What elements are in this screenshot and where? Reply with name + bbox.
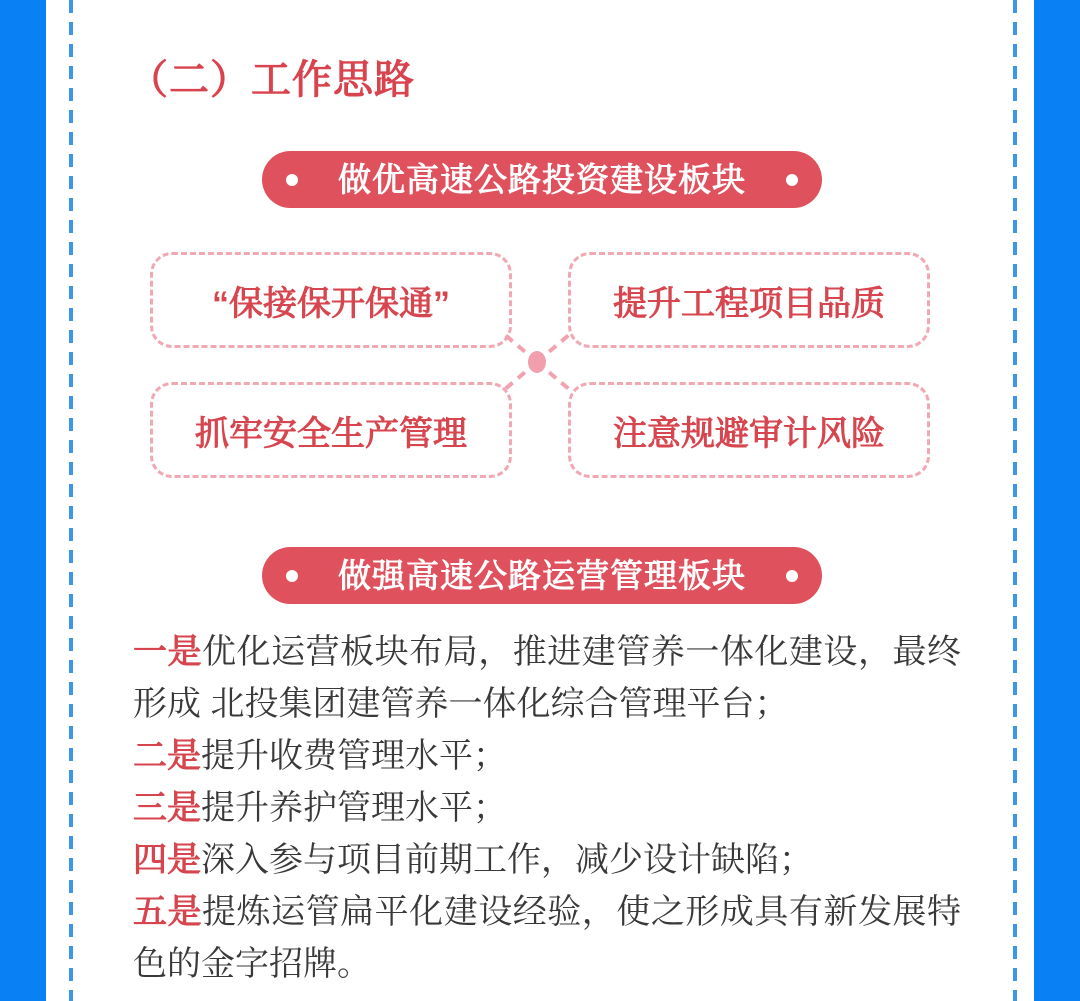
banner-investment-section xyxy=(262,151,822,208)
connector-dot-icon xyxy=(528,351,546,373)
mindmap-box xyxy=(568,252,930,348)
frame-band-left xyxy=(0,0,46,1001)
point-text: 优化运营板块布局，推进建管养一体化建设，最终形成 北投集团建管养一体化综合管理平台； xyxy=(133,633,962,723)
mindmap-box-label: “保接保开保通” xyxy=(212,284,450,323)
banner-label: 做优高速公路投资建设板块 xyxy=(338,161,746,198)
mindmap-box-label: 注意规避审计风险 xyxy=(613,414,885,453)
work-point xyxy=(133,834,961,886)
work-point xyxy=(133,626,961,730)
point-text: 提升收费管理水平； xyxy=(201,737,507,775)
banner-operation-section xyxy=(262,547,822,604)
work-points-list xyxy=(133,626,961,990)
point-text: 提升养护管理水平； xyxy=(201,789,507,827)
bullet-dot-icon xyxy=(786,570,798,582)
point-text: 提炼运管扁平化建设经验，使之形成具有新发展特色的金字招牌。 xyxy=(133,893,962,983)
bullet-dot-icon xyxy=(286,570,298,582)
frame-dashed-line-right xyxy=(1013,0,1017,1001)
work-point xyxy=(133,730,961,782)
mindmap-box xyxy=(150,252,512,348)
work-point xyxy=(133,782,961,834)
bullet-dot-icon xyxy=(286,174,298,186)
bullet-dot-icon xyxy=(786,174,798,186)
connector-diagram xyxy=(487,312,587,412)
point-number: 二是 xyxy=(133,737,201,775)
point-number: 三是 xyxy=(133,789,201,827)
point-text: 深入参与项目前期工作，减少设计缺陷； xyxy=(201,841,813,879)
mindmap-box-label: 提升工程项目品质 xyxy=(613,284,885,323)
point-number: 五是 xyxy=(133,893,203,931)
section-title: （二）工作思路 xyxy=(128,58,415,102)
point-number: 一是 xyxy=(133,633,203,671)
frame-band-right xyxy=(1034,0,1080,1001)
frame-dashed-line-left xyxy=(69,0,73,1001)
mindmap-box-label: 抓牢安全生产管理 xyxy=(195,414,467,453)
mindmap-box xyxy=(568,382,930,478)
mindmap-box xyxy=(150,382,512,478)
point-number: 四是 xyxy=(133,841,201,879)
banner-label: 做强高速公路运营管理板块 xyxy=(338,557,746,594)
work-point xyxy=(133,886,961,990)
